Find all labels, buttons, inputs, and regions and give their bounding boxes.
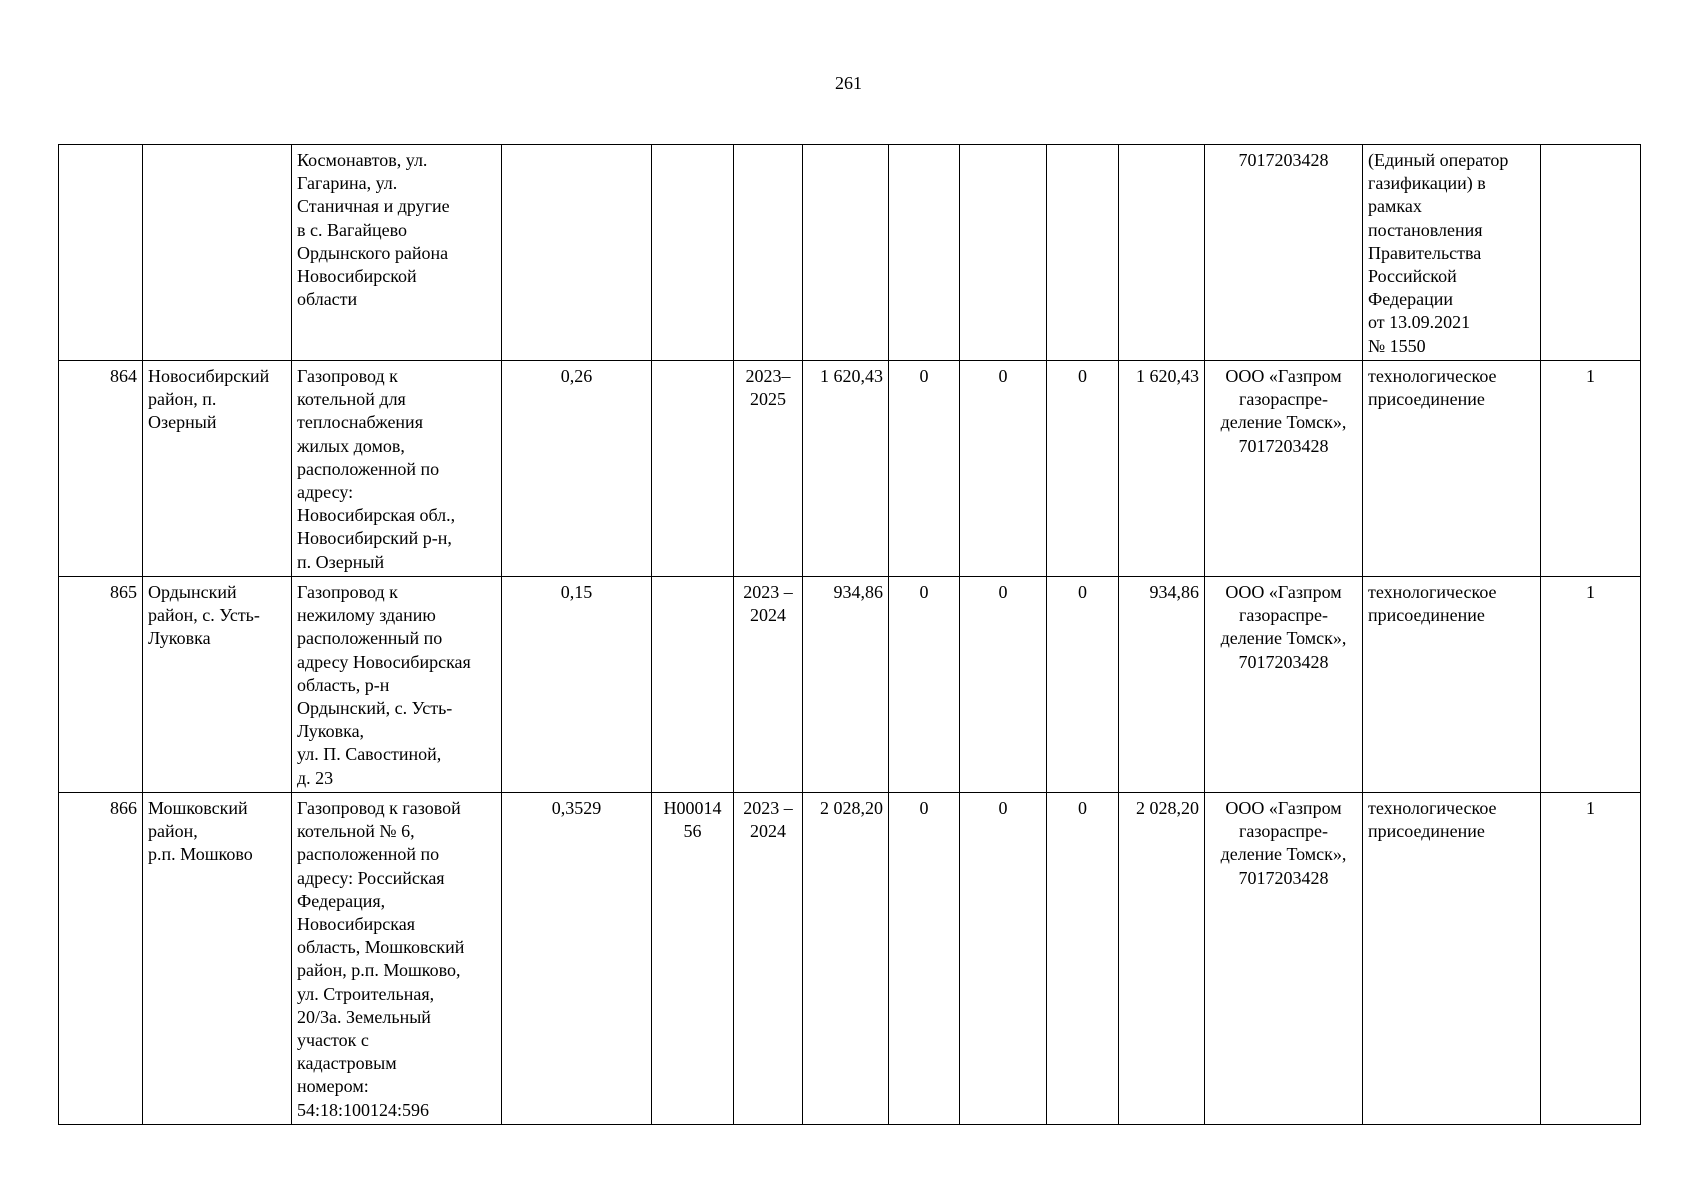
cell-value-4: 2 028,20 bbox=[1119, 793, 1205, 1125]
table-row bbox=[59, 361, 1641, 577]
cell-basis: (Единый оператор газификации) в рамках постановления Правительства Российской Федерации от 13.09.2021 № 1550 bbox=[1363, 145, 1541, 361]
cell-value-3: 0 bbox=[1047, 793, 1119, 1125]
cell-organization: ООО «Газпром газораспре- деление Томск», 7017203428 bbox=[1205, 793, 1363, 1125]
cell-value-1: 0 bbox=[889, 361, 960, 577]
page-number: 261 bbox=[835, 73, 862, 93]
table-row bbox=[59, 793, 1641, 1125]
cell-years: 2023 – 2024 bbox=[734, 577, 803, 793]
cell-length bbox=[502, 145, 652, 361]
cell-total bbox=[803, 145, 889, 361]
cell-basis: технологическое присоединение bbox=[1363, 577, 1541, 793]
cell-value-1: 0 bbox=[889, 577, 960, 793]
cell-object: Космонавтов, ул. Гагарина, ул. Станичная и другие в с. Вагайцево Ордынского района Новосибирской области bbox=[292, 145, 502, 361]
cell-length: 0,26 bbox=[502, 361, 652, 577]
cell-code: Н00014 56 bbox=[652, 793, 734, 1125]
cell-years bbox=[734, 145, 803, 361]
cell-last: 1 bbox=[1541, 577, 1641, 793]
cell-value-1 bbox=[889, 145, 960, 361]
cell-object: Газопровод к котельной для теплоснабжения жилых домов, расположенной по адресу: Новосибирская обл., Новосибирский р-н, п. Озерный bbox=[292, 361, 502, 577]
cell-length: 0,15 bbox=[502, 577, 652, 793]
cell-last bbox=[1541, 145, 1641, 361]
cell-last: 1 bbox=[1541, 793, 1641, 1125]
cell-years: 2023– 2025 bbox=[734, 361, 803, 577]
cell-district bbox=[143, 145, 292, 361]
cell-total: 934,86 bbox=[803, 577, 889, 793]
cell-district: Новосибирский район, п. Озерный bbox=[143, 361, 292, 577]
cell-organization: ООО «Газпром газораспре- деление Томск», 7017203428 bbox=[1205, 577, 1363, 793]
cell-value-3 bbox=[1047, 145, 1119, 361]
cell-total: 1 620,43 bbox=[803, 361, 889, 577]
cell-district: Ордынский район, с. Усть- Луковка bbox=[143, 577, 292, 793]
cell-total: 2 028,20 bbox=[803, 793, 889, 1125]
cell-value-2: 0 bbox=[960, 361, 1047, 577]
cell-value-4: 1 620,43 bbox=[1119, 361, 1205, 577]
cell-value-3: 0 bbox=[1047, 577, 1119, 793]
cell-basis: технологическое присоединение bbox=[1363, 361, 1541, 577]
cell-num: 865 bbox=[59, 577, 143, 793]
cell-code bbox=[652, 361, 734, 577]
cell-object: Газопровод к нежилому зданию расположенный по адресу Новосибирская область, р-н Ордынский, с. Усть- Луковка, ул. П. Савостиной, д. 23 bbox=[292, 577, 502, 793]
cell-years: 2023 – 2024 bbox=[734, 793, 803, 1125]
cell-value-2 bbox=[960, 145, 1047, 361]
cell-value-1: 0 bbox=[889, 793, 960, 1125]
cell-length: 0,3529 bbox=[502, 793, 652, 1125]
cell-value-2: 0 bbox=[960, 577, 1047, 793]
cell-value-4 bbox=[1119, 145, 1205, 361]
cell-value-2: 0 bbox=[960, 793, 1047, 1125]
cell-object: Газопровод к газовой котельной № 6, расположенной по адресу: Российская Федерация, Новосибирская область, Мошковский район, р.п. Мошково, ул. Строительная, 20/3а. Земельный участок с кадастровым номером: 54:18:100124:596 bbox=[292, 793, 502, 1125]
cell-organization: ООО «Газпром газораспре- деление Томск», 7017203428 bbox=[1205, 361, 1363, 577]
projects-table bbox=[58, 144, 1641, 1125]
cell-num: 866 bbox=[59, 793, 143, 1125]
cell-num: 864 bbox=[59, 361, 143, 577]
cell-basis: технологическое присоединение bbox=[1363, 793, 1541, 1125]
cell-organization: 7017203428 bbox=[1205, 145, 1363, 361]
table-row bbox=[59, 145, 1641, 361]
cell-code bbox=[652, 145, 734, 361]
cell-code bbox=[652, 577, 734, 793]
cell-district: Мошковский район, р.п. Мошково bbox=[143, 793, 292, 1125]
cell-value-4: 934,86 bbox=[1119, 577, 1205, 793]
cell-value-3: 0 bbox=[1047, 361, 1119, 577]
cell-num bbox=[59, 145, 143, 361]
table-row bbox=[59, 577, 1641, 793]
cell-last: 1 bbox=[1541, 361, 1641, 577]
